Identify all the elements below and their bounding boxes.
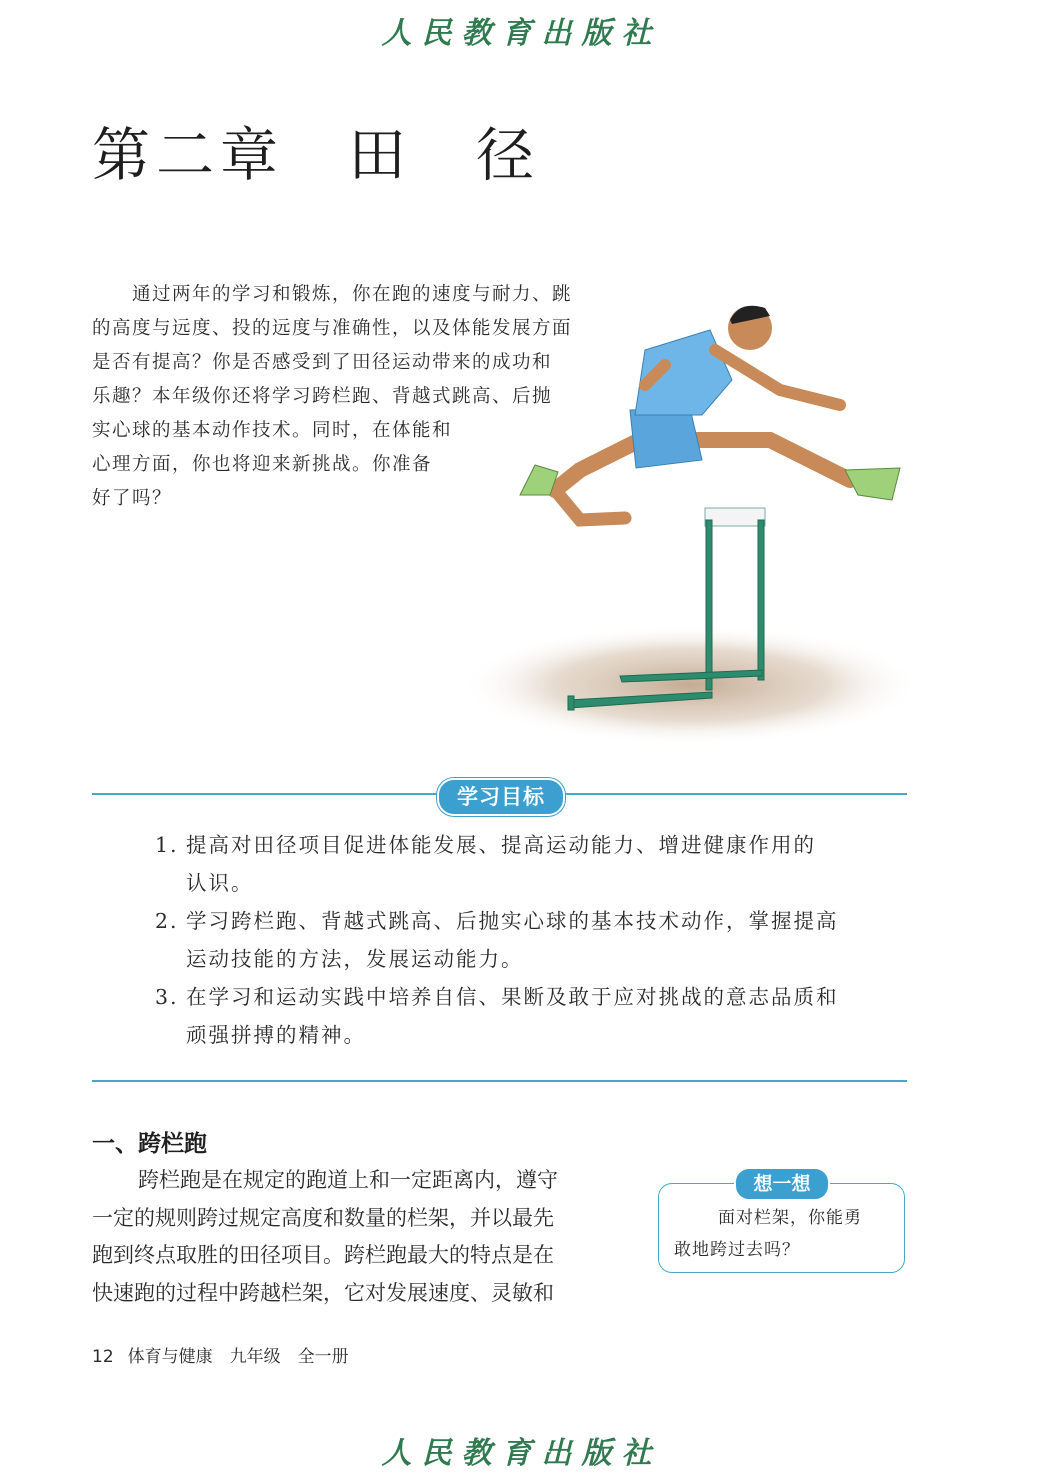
intro-line: 心理方面，你也将迎来新挑战。你准备 xyxy=(92,454,433,475)
page-footer xyxy=(92,1342,349,1367)
intro-line: 乐趣？本年级你还将学习跨栏跑、背越式跳高、后抛 xyxy=(92,386,553,407)
athlete-figure xyxy=(520,306,900,520)
think-line: 面对栏架，你能勇 xyxy=(718,1208,862,1228)
goal-item xyxy=(155,902,900,978)
goal-text xyxy=(186,978,900,1054)
section-line: 一定的规则跨过规定高度和数量的栏架，并以最先 xyxy=(92,1205,554,1230)
goal-line: 运动技能的方法，发展运动能力。 xyxy=(186,947,524,971)
learning-goals-list xyxy=(155,826,900,1054)
goal-item xyxy=(155,826,900,902)
goal-line: 认识。 xyxy=(186,871,254,895)
think-badge: 想一想 xyxy=(734,1167,830,1201)
intro-line: 通过两年的学习和锻炼，你在跑的速度与耐力、跳 xyxy=(132,284,573,305)
book-title: 体育与健康 九年级 全一册 xyxy=(127,1347,349,1367)
goal-item xyxy=(155,978,900,1054)
goal-line: 学习跨栏跑、背越式跳高、后抛实心球的基本技术动作，掌握提高 xyxy=(186,909,839,933)
goal-text xyxy=(186,902,900,978)
publisher-logo-top: 人民教育出版社 xyxy=(381,16,662,51)
hurdler-illustration xyxy=(440,290,920,750)
section-line: 快速跑的过程中跨越栏架，它对发展速度、灵敏和 xyxy=(92,1280,554,1305)
think-line: 敢地跨过去吗？ xyxy=(674,1240,800,1260)
intro-line: 是否有提高？你是否感受到了田径运动带来的成功和 xyxy=(92,352,553,373)
intro-line: 的高度与远度、投的远度与准确性，以及体能发展方面 xyxy=(92,318,573,339)
intro-line: 好了吗？ xyxy=(92,488,173,509)
goal-number: 3. xyxy=(155,985,179,1009)
ground-shadow xyxy=(460,625,920,745)
page-number: 12 xyxy=(92,1347,114,1367)
goal-line: 提高对田径项目促进体能发展、提高运动能力、增进健康作用的 xyxy=(186,833,816,857)
publisher-logo-bottom: 人民教育出版社 xyxy=(381,1436,662,1471)
section-paragraph xyxy=(92,1162,632,1312)
goal-line: 在学习和运动实践中培养自信、果断及敢于应对挑战的意志品质和 xyxy=(186,985,839,1009)
section-heading: 一、跨栏跑 xyxy=(92,1131,207,1157)
goal-line: 顽强拼搏的精神。 xyxy=(186,1023,366,1047)
learning-goals-badge: 学习目标 xyxy=(437,778,565,816)
think-text xyxy=(674,1202,896,1266)
section-line: 跨栏跑是在规定的跑道上和一定距离内，遵守 xyxy=(138,1168,558,1192)
goals-divider-bottom xyxy=(92,1080,907,1082)
chapter-title: 第二章 田 径 xyxy=(92,121,541,189)
goal-number: 2. xyxy=(155,909,179,933)
goal-number: 1. xyxy=(155,833,179,857)
intro-line: 实心球的基本动作技术。同时，在体能和 xyxy=(92,420,453,441)
section-line: 跑到终点取胜的田径项目。跨栏跑最大的特点是在 xyxy=(92,1243,554,1267)
goal-text xyxy=(186,826,900,902)
